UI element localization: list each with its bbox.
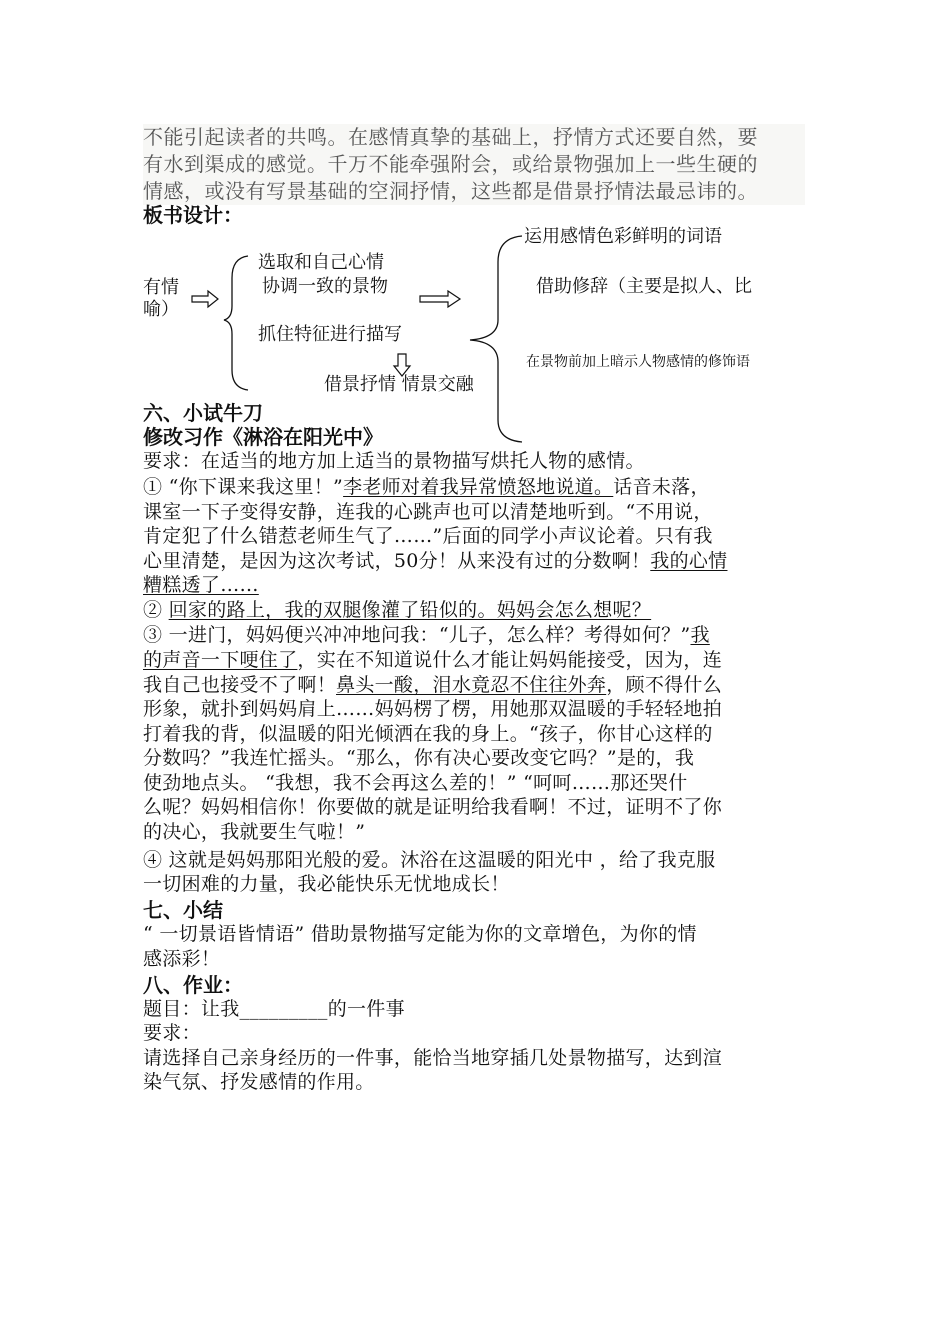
text-run: ① “你下课来我这里！”: [143, 476, 344, 498]
section-7-heading: 七、小结: [143, 898, 223, 922]
summary-line: “ 一切景语皆情语” 借助景物描写定能为你的文章增色，为你的情: [143, 923, 697, 945]
intro-line: 情感，或没有写景基础的空洞抒情，这些都是借景抒情法最忌讳的。: [143, 179, 758, 203]
text-run: ②: [143, 599, 169, 621]
paragraph-1-line: [143, 549, 727, 573]
homework-req-line: 请选择自己亲身经历的一件事，能恰当地穿插几处景物描写，达到渲: [143, 1047, 723, 1069]
paragraph-3-line: 分数吗？”我连忙摇头。“那么，你有决心要改变它吗？”是的，我: [143, 747, 695, 769]
board-left-label: 有情: [143, 277, 179, 298]
requirement-text: 要求：在适当的地方加上适当的景物描写烘托人物的感情。: [143, 450, 645, 472]
paragraph-1-line: 肯定犯了什么错惹老师生气了……”后面的同学小声议论着。只有我: [143, 525, 713, 547]
text-run: ，实在不知道说什么才能让妈妈能接受，因为，连: [297, 649, 723, 671]
underlined-text: 李老师对着我异常愤怒地说道。: [343, 476, 614, 498]
board-right-item-1: 运用感情色彩鲜明的词语: [524, 226, 722, 247]
intro-line: 有水到渠成的感觉。千万不能牵强附会，或给景物强加上一些生硬的: [143, 152, 758, 176]
paragraph-3-line: 的决心，我就要生气啦！”: [143, 821, 366, 843]
paragraph-1-line: [143, 475, 710, 499]
underlined-text: 我: [690, 624, 710, 646]
underlined-text: 糟糕透了……: [143, 574, 259, 596]
intro-line: 不能引起读者的共鸣。在感情真挚的基础上，抒情方式还要自然，要: [143, 125, 758, 149]
paragraph-3-line: 形象，就扑到妈妈肩上……妈妈楞了楞，用她那双温暖的手轻轻地拍: [143, 698, 723, 720]
homework-topic: 题目：让我_________的一件事: [143, 998, 405, 1020]
underlined-text: 的声音一下哽住了: [143, 649, 298, 671]
board-diagram-lines: [0, 0, 950, 470]
homework-req-line: 染气氛、抒发感情的作用。: [143, 1071, 375, 1093]
paragraph-2: [143, 598, 651, 622]
underlined-text: 鼻头一酸，泪水竟忍不住往外奔: [336, 674, 607, 696]
underlined-text: 回家的路上，我的双腿像灌了铅似的。妈妈会怎么想呢？: [168, 599, 652, 621]
text-run: 话音未落，: [613, 476, 710, 498]
paragraph-1-line: [143, 573, 259, 597]
board-result: 借景抒情 情景交融: [324, 374, 474, 395]
homework-req-label: 要求：: [143, 1022, 201, 1044]
board-right-item-3: 在景物前加上暗示人物感情的修饰语: [526, 354, 750, 370]
paragraph-3-line: 么呢？妈妈相信你！你要做的就是证明给我看啊！不过，证明不了你: [143, 796, 723, 818]
board-branch-1-line-2: 协调一致的景物: [262, 276, 388, 297]
board-design-heading: 板书设计：: [143, 203, 243, 227]
board-left-label-2: 喻）: [143, 299, 179, 320]
paragraph-4-line: 一切困难的力量，我必能快乐无忧地成长！: [143, 873, 510, 895]
text-run: ③ 一进门，妈妈便兴冲冲地问我：“儿子，怎么样？考得如何？”: [143, 624, 691, 646]
arrow-right-icon: [420, 291, 460, 307]
text-run: 我自己也接受不了啊！: [143, 674, 337, 696]
section-6-subheading: 修改习作《淋浴在阳光中》: [143, 425, 383, 449]
paragraph-3-line: [143, 648, 722, 672]
summary-line: 感添彩！: [143, 948, 221, 970]
section-6-heading: 六、小试牛刀: [143, 401, 263, 425]
text-run: 心里清楚，是因为这次考试，50分！从来没有过的分数啊！: [143, 550, 651, 572]
board-branch-1: 选取和自己心情: [258, 252, 384, 273]
paragraph-3-line: 打着我的背，似温暖的阳光倾洒在我的身上。“孩子，你甘心这样的: [143, 723, 713, 745]
paragraph-3-line: [143, 673, 722, 697]
board-right-item-2: 借助修辞（主要是拟人、比: [536, 276, 752, 297]
underlined-text: 我的心情: [650, 550, 728, 572]
arrow-right-icon: [192, 291, 218, 307]
paragraph-4-line: ④ 这就是妈妈那阳光般的爱。沐浴在这温暖的阳光中 ，给了我克服: [143, 849, 716, 871]
text-run: ，顾不得什么: [606, 674, 723, 696]
arrow-down-icon: [394, 354, 410, 376]
paragraph-3-line: 使劲地点头。 “我想，我不会再这么差的！” “呵呵……那还哭什: [143, 772, 688, 794]
paragraph-1-line: 课室一下子变得安静，连我的心跳声也可以清楚地听到。“不用说，: [143, 501, 713, 523]
section-8-heading: 八、作业：: [143, 973, 243, 997]
paragraph-3-line: [143, 623, 710, 647]
board-branch-2: 抓住特征进行描写: [258, 324, 402, 345]
